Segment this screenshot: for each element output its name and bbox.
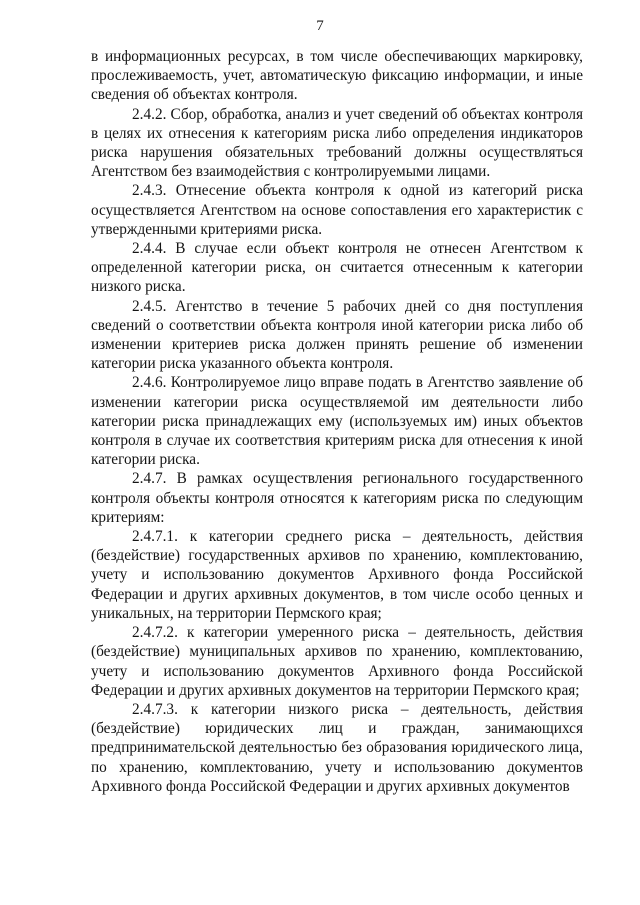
document-body	[91, 47, 583, 796]
paragraph-2-4-7: 2.4.7. В рамках осуществления регионального государственного контроля объекты контроля относятся к категориям риска по следующим критериям:	[91, 470, 583, 526]
paragraph-2-4-7-3: 2.4.7.3. к категории низкого риска – деятельность, действия (бездействие) юридических лиц и граждан, занимающихся предпринимательской деятельностью без образования юридического лица, по хранению, комплектованию, учету и использованию документов Архивного фонда Российской Федерации и других архивных документов	[91, 700, 583, 795]
paragraph-continuation: в информационных ресурсах, в том числе обеспечивающих маркировку, прослеживаемость, учет, автоматическую фиксацию информации, и иные сведения об объектах контроля.	[91, 48, 583, 104]
paragraph-2-4-7-2: 2.4.7.2. к категории умеренного риска – деятельность, действия (бездействие) муниципальных архивов по хранению, комплектованию, учету и использованию документов Архивного фонда Российской Федерации и других архивных документов на территории Пермского края;	[91, 624, 583, 699]
paragraph-2-4-4: 2.4.4. В случае если объект контроля не отнесен Агентством к определенной категории риска, он считается отнесенным к категории низкого риска.	[91, 240, 583, 296]
paragraph-2-4-7-1: 2.4.7.1. к категории среднего риска – деятельность, действия (бездействие) государственных архивов по хранению, комплектованию, учету и использованию документов Архивного фонда Российской Федерации и других архивных документов, в том числе особо ценных и уникальных, на территории Пермского края;	[91, 528, 583, 622]
page-number: 7	[316, 18, 324, 34]
paragraph-2-4-2: 2.4.2. Сбор, обработка, анализ и учет сведений об объектах контроля в целях их отнесения к категориям риска либо определения индикаторов риска нарушения обязательных требований должны осуществляться Агентством без взаимодействия с контролируемыми лицами.	[91, 105, 583, 181]
paragraph-2-4-3: 2.4.3. Отнесение объекта контроля к одной из категорий риска осуществляется Агентством на основе сопоставления его характеристик с утвержденными критериями риска.	[91, 182, 583, 238]
paragraph-2-4-6: 2.4.6. Контролируемое лицо вправе подать в Агентство заявление об изменении категории риска осуществляемой им деятельности либо категории риска принадлежащих ему (используемых им) иных объектов контроля в случае их соответствия критериям риска для отнесения к иной категории риска.	[91, 374, 583, 469]
paragraph-2-4-5: 2.4.5. Агентство в течение 5 рабочих дней со дня поступления сведений о соответствии объекта контроля иной категории риска либо об изменении критериев риска должен принять решение об изменении категории риска указанного объекта контроля.	[91, 297, 583, 373]
